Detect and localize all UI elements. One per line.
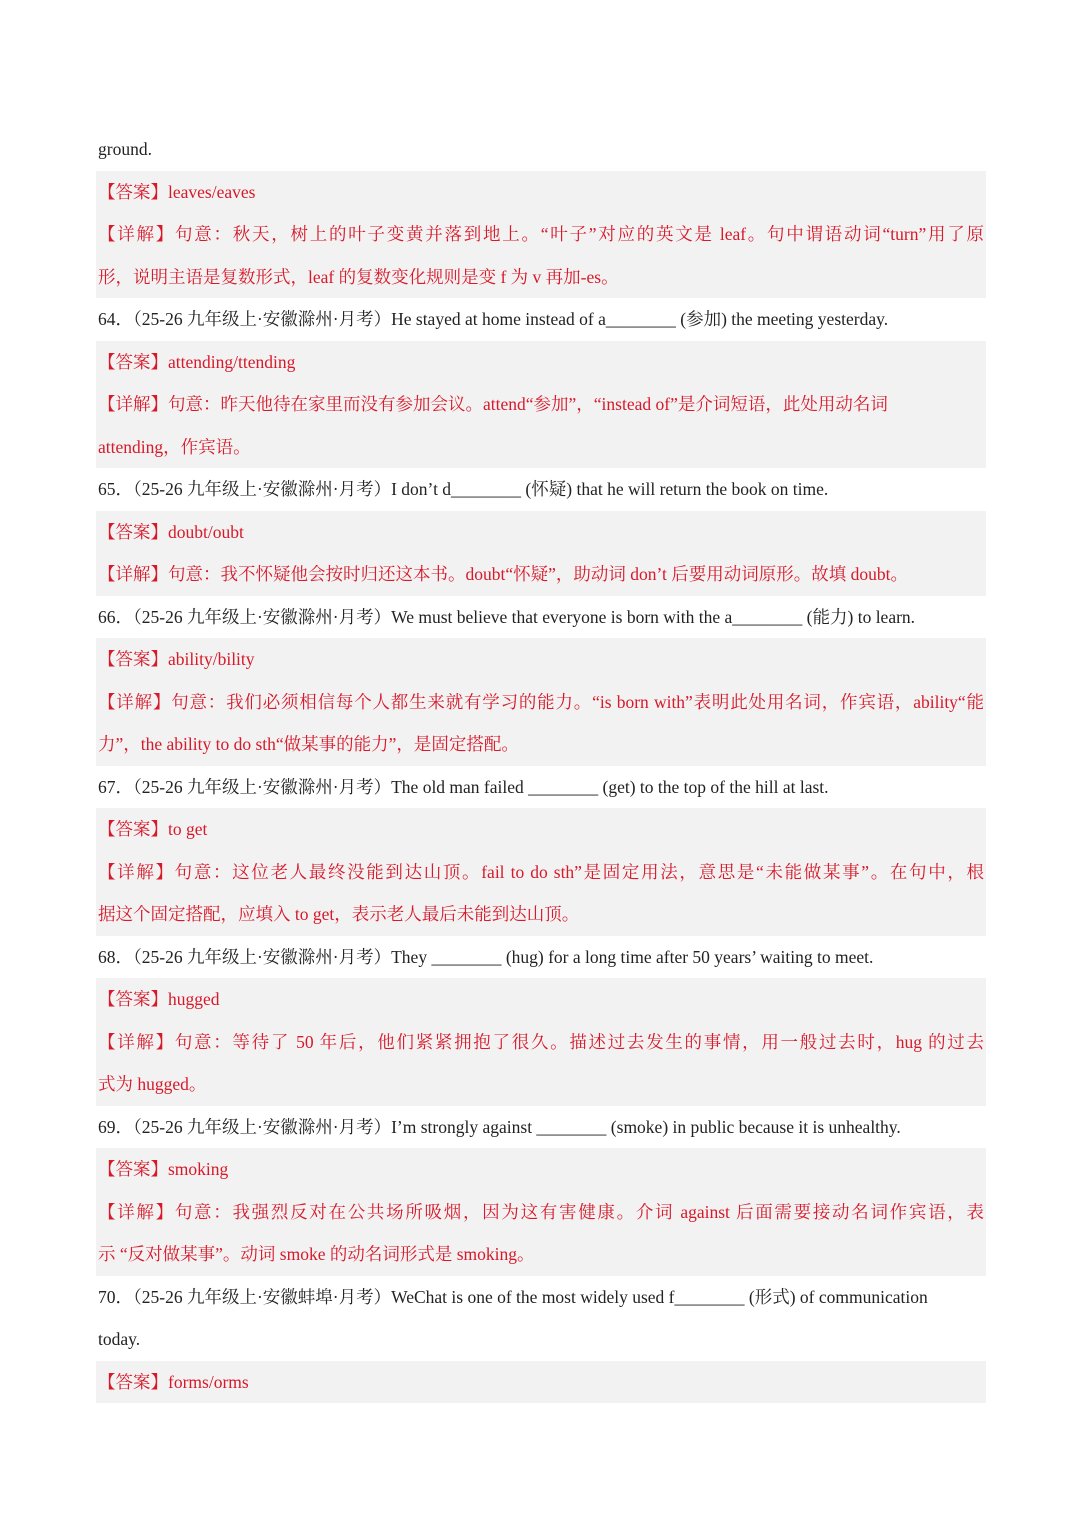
answer-65 (96, 511, 986, 554)
detail-label: 【详解】 (98, 861, 175, 882)
question-70-tail: today. (98, 1329, 141, 1349)
detail-line: 形，说明主语是复数形式，leaf 的复数变化规则是变 f 为 v 再加-es。 (98, 266, 619, 287)
detail-line: 式为 hugged。 (98, 1074, 207, 1094)
document-body (96, 128, 986, 1403)
detail-line: 力”，the ability to do sth“做某事的能力”，是固定搭配。 (98, 734, 519, 754)
answer-label: 【答案】 (98, 181, 168, 202)
answer-64 (96, 341, 986, 384)
answer-66 (96, 638, 986, 681)
question-66: 66．（25-26 九年级上·安徽滁州·月考）We must believe that everyone is born with the a________ (能力) to learn. (98, 606, 916, 627)
question-63-tail: ground. (98, 139, 152, 159)
detail-line (98, 553, 984, 596)
detail-text: 句意：昨天他待在家里而没有参加会议。attend“参加”，“instead of”是介词短语，此处用动名词 (168, 394, 888, 414)
detail-63 (96, 213, 986, 298)
answer-68 (96, 978, 986, 1021)
detail-line: 示 “反对做某事”。动词 smoke 的动名词形式是 smoking。 (98, 1244, 535, 1264)
detail-text: 句意：等待了 50 年后，他们紧紧拥抱了很久。描述过去发生的事情，用一般过去时，hug 的过去 (174, 1031, 984, 1052)
answer-label: 【答案】 (98, 1371, 168, 1392)
detail-text: 句意：这位老人最终没能到达山顶。fail to do sth”是固定用法，意思是“未能做某事”。在句中，根 (174, 861, 984, 882)
detail-65 (96, 553, 986, 596)
detail-text: 句意：我强烈反对在公共场所吸烟，因为这有害健康。介词 against 后面需要接动名词作宾语，表 (174, 1201, 984, 1222)
answer-70 (96, 1361, 986, 1404)
question-67: 67．（25-26 九年级上·安徽滁州·月考）The old man failed ________ (get) to the top of the hill at last. (98, 776, 829, 797)
detail-64 (96, 383, 986, 468)
detail-68 (96, 1021, 986, 1106)
answer-text: doubt/oubt (168, 521, 244, 542)
detail-67 (96, 851, 986, 936)
detail-label: 【详解】 (98, 1201, 175, 1222)
detail-line (98, 1191, 984, 1234)
detail-line (98, 383, 984, 426)
detail-line (98, 1021, 984, 1064)
answer-label: 【答案】 (98, 649, 168, 669)
detail-label: 【详解】 (98, 224, 175, 244)
detail-label: 【详解】 (98, 1031, 175, 1052)
detail-line: 据这个固定搭配，应填入 to get，表示老人最后未能到达山顶。 (98, 904, 580, 924)
answer-63 (96, 171, 986, 214)
question-65: 65．（25-26 九年级上·安徽滁州·月考）I don’t d________ (怀疑) that he will return the book on time. (98, 479, 829, 499)
answer-text: leaves/eaves (168, 181, 256, 202)
answer-label: 【答案】 (98, 1159, 168, 1179)
question-70: 70．（25-26 九年级上·安徽蚌埠·月考）WeChat is one of the most widely used f________ (形式) of communication (98, 1286, 928, 1307)
question-69: 69．（25-26 九年级上·安徽滁州·月考）I’m strongly against ________ (smoke) in public because it is unhealthy. (98, 1116, 901, 1137)
detail-label: 【详解】 (98, 691, 172, 712)
detail-text: 句意：我们必须相信每个人都生来就有学习的能力。“is born with”表明此处用名词，作宾语，ability“能 (171, 691, 984, 712)
detail-line (98, 213, 984, 256)
answer-text: attending/ttending (168, 351, 296, 372)
detail-text: 句意：我不怀疑他会按时归还这本书。doubt“怀疑”，助动词 don’t 后要用动词原形。故填 doubt。 (168, 564, 909, 584)
detail-69 (96, 1191, 986, 1276)
question-64: 64．（25-26 九年级上·安徽滁州·月考）He stayed at home instead of a________ (参加) the meeting yesterday. (98, 309, 889, 329)
answer-text: hugged (168, 989, 220, 1009)
detail-66 (96, 681, 986, 766)
answer-text: forms/orms (168, 1371, 249, 1392)
detail-text: 句意：秋天，树上的叶子变黄并落到地上。“叶子”对应的英文是 leaf。句中谓语动词“turn”用了原 (175, 224, 984, 244)
detail-label: 【详解】 (98, 394, 168, 414)
answer-text: smoking (168, 1159, 229, 1179)
question-68: 68．（25-26 九年级上·安徽滁州·月考）They ________ (hug) for a long time after 50 years’ waiting to meet. (98, 946, 874, 967)
answer-text: ability/bility (168, 649, 255, 669)
detail-line (98, 851, 984, 894)
answer-67 (96, 808, 986, 851)
answer-label: 【答案】 (98, 521, 168, 542)
detail-line (98, 681, 984, 724)
answer-label: 【答案】 (98, 351, 168, 372)
detail-line: attending，作宾语。 (98, 436, 251, 457)
answer-label: 【答案】 (98, 819, 168, 839)
answer-label: 【答案】 (98, 989, 168, 1009)
answer-69 (96, 1148, 986, 1191)
detail-label: 【详解】 (98, 564, 168, 584)
answer-text: to get (168, 819, 208, 839)
